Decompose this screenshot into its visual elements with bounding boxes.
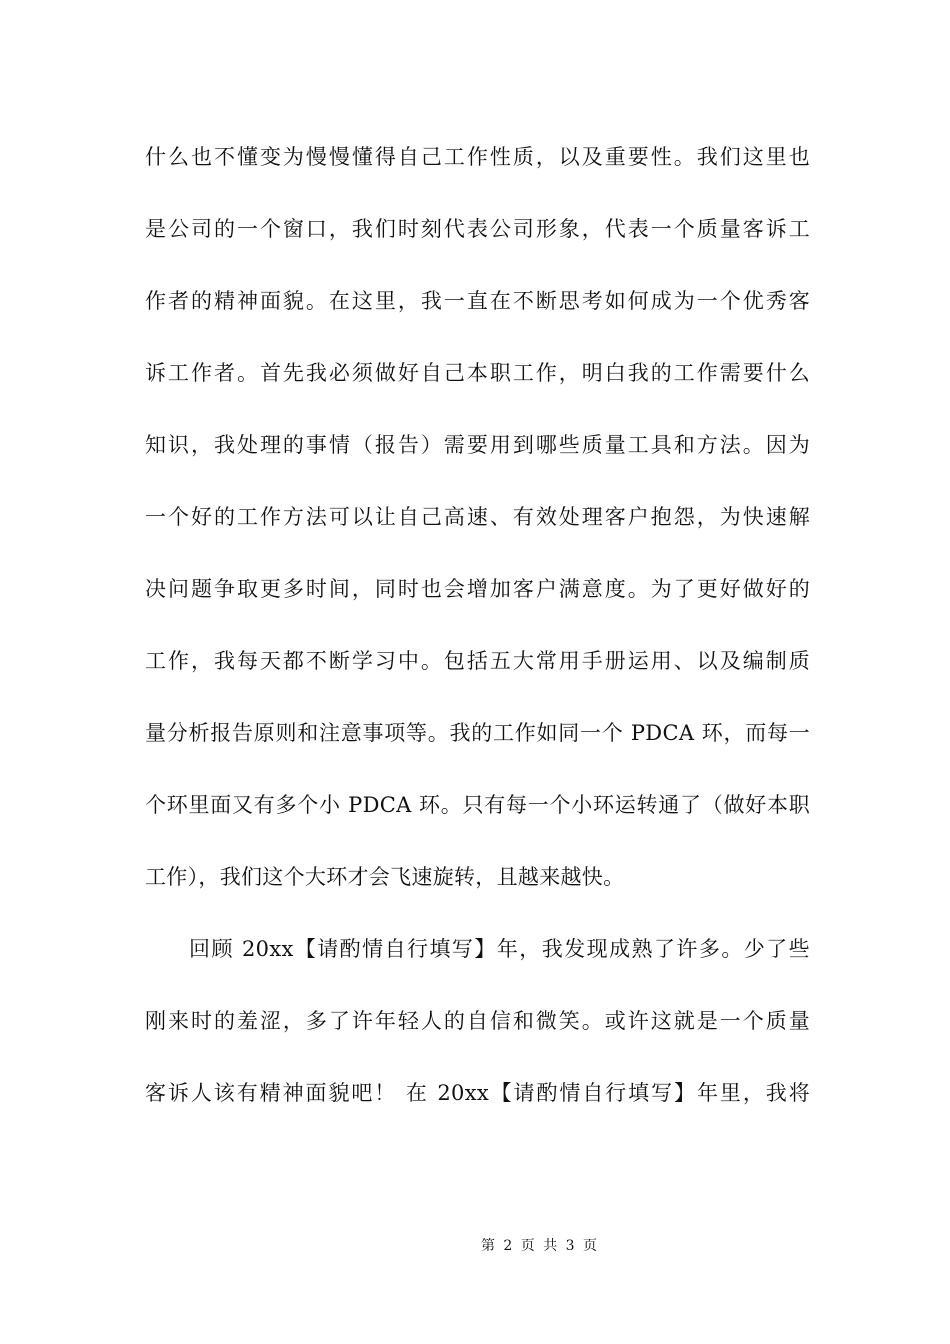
- paragraph-first-line: 回顾 20xx【请酌情自行填写】年，我发现成熟了许多。少了些: [189, 937, 810, 961]
- body-text-line: 决问题争取更多时间，同时也会增加客户满意度。为了更好做好的: [145, 577, 810, 601]
- body-text-line: 作者的精神面貌。在这里，我一直在不断思考如何成为一个优秀客: [145, 289, 810, 313]
- body-text-line: 诉工作者。首先我必须做好自己本职工作，明白我的工作需要什么: [145, 361, 810, 385]
- body-text-line: 刚来时的羞涩，多了许年轻人的自信和微笑。或许这就是一个质量: [145, 1009, 810, 1033]
- body-text-line: 知识，我处理的事情（报告）需要用到哪些质量工具和方法。因为: [145, 433, 810, 457]
- body-text-line: 个环里面又有多个小 PDCA 环。只有每一个小环运转通了（做好本职: [145, 793, 810, 817]
- body-text-line: 客诉人该有精神面貌吧！ 在 20xx【请酌情自行填写】年里，我将: [145, 1081, 810, 1105]
- body-text-line: 一个好的工作方法可以让自己高速、有效处理客户抱怨，为快速解: [145, 505, 810, 529]
- body-text-line: 什么也不懂变为慢慢懂得自己工作性质，以及重要性。我们这里也: [145, 145, 810, 169]
- page-number-footer: 第 2 页 共 3 页: [480, 1238, 600, 1254]
- body-text-line: 工作），我们这个大环才会飞速旋转，且越来越快。: [145, 865, 625, 889]
- body-text-line: 量分析报告原则和注意事项等。我的工作如同一个 PDCA 环，而每一: [145, 721, 810, 745]
- body-text-line: 是公司的一个窗口，我们时刻代表公司形象，代表一个质量客诉工: [145, 217, 810, 241]
- body-text-line: 工作，我每天都不断学习中。包括五大常用手册运用、以及编制质: [145, 649, 810, 673]
